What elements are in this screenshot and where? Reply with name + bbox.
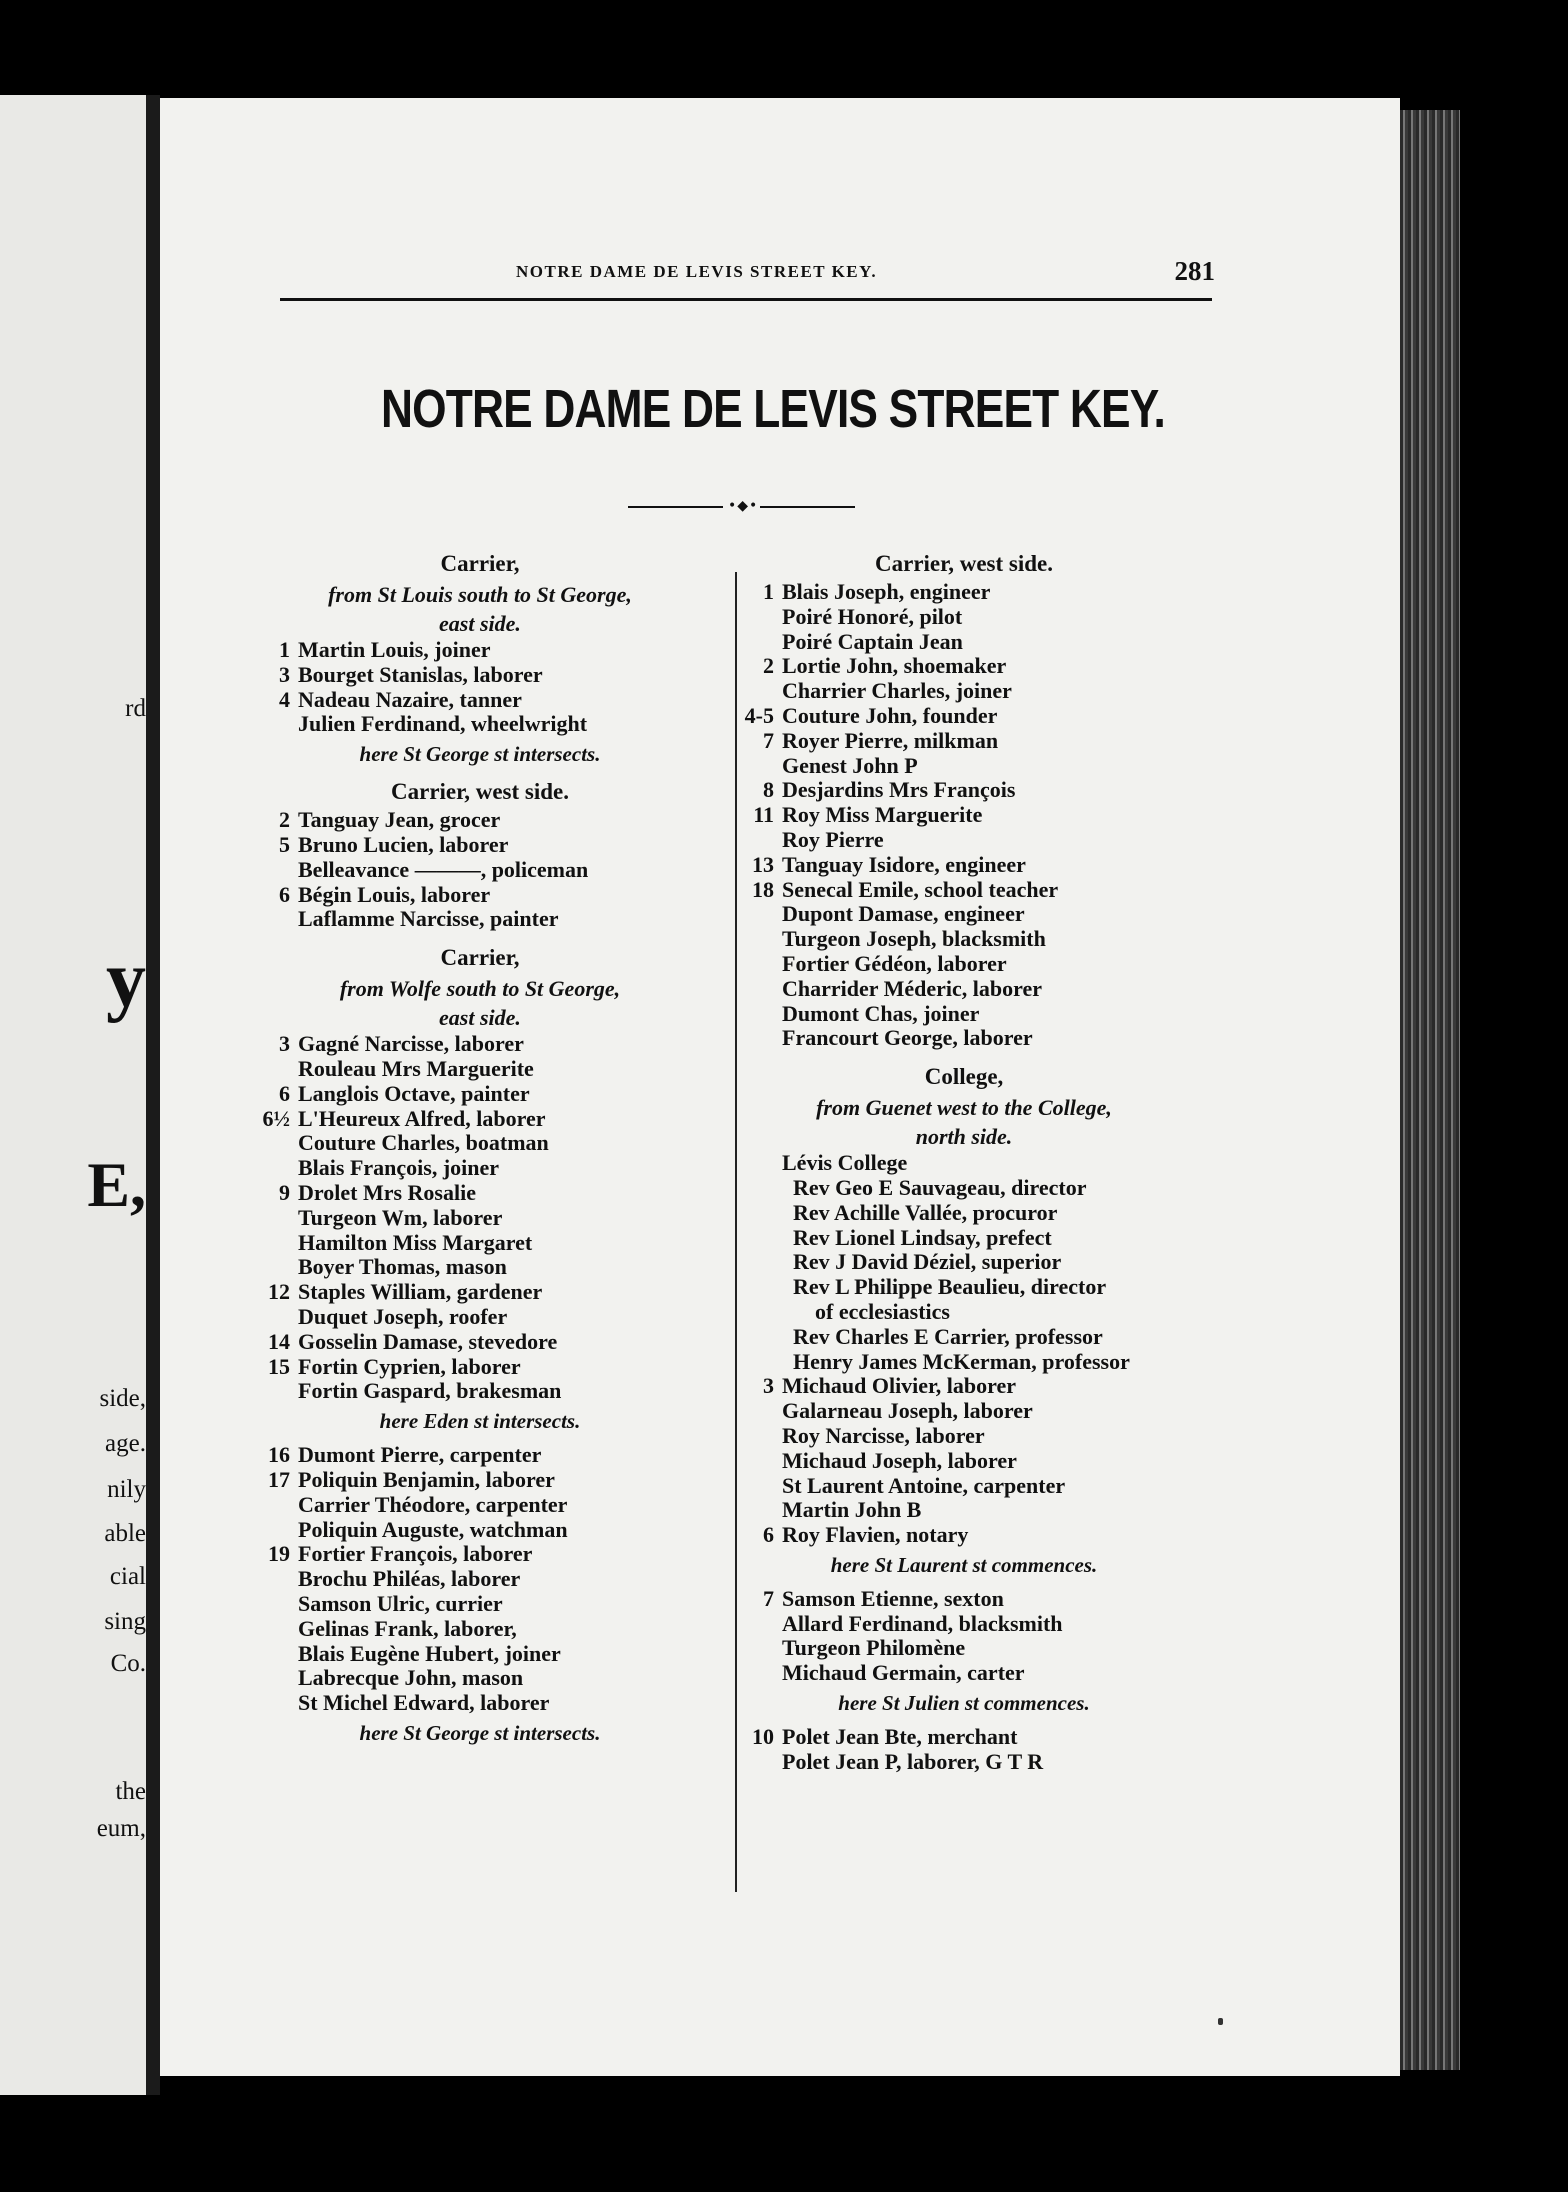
resident-entry: Fortin Cyprien, laborer — [298, 1353, 521, 1379]
directory-entry — [260, 833, 700, 858]
directory-entry — [260, 1131, 700, 1156]
house-number: 14 — [268, 1328, 290, 1354]
directory-entry — [744, 1201, 1184, 1226]
resident-entry: Tanguay Jean, grocer — [298, 807, 501, 833]
house-number: 2 — [763, 653, 774, 679]
resident-entry: Charrier Charles, joiner — [782, 678, 1012, 704]
directory-entry — [744, 580, 1184, 605]
directory-entry — [744, 1750, 1184, 1775]
directory-entry — [744, 977, 1184, 1002]
house-number: 4 — [279, 686, 290, 712]
house-number — [744, 754, 782, 779]
facing-page-fragment: side, — [99, 1385, 146, 1412]
house-number — [744, 1474, 782, 1499]
page-edges — [1400, 110, 1460, 2070]
house-number — [744, 679, 782, 704]
directory-entry — [744, 1002, 1184, 1027]
directory-entry — [744, 1725, 1184, 1750]
house-number — [744, 1226, 782, 1251]
directory-entry — [260, 1082, 700, 1107]
house-number — [744, 828, 782, 853]
directory-entry — [744, 1523, 1184, 1548]
house-number — [744, 1300, 782, 1325]
house-number: 10 — [752, 1724, 774, 1750]
resident-entry: Turgeon Wm, laborer — [298, 1204, 503, 1230]
directory-entry — [744, 605, 1184, 630]
directory-entry — [744, 1176, 1184, 1201]
house-number — [744, 902, 782, 927]
house-number — [260, 1493, 298, 1518]
resident-entry: Genest John P — [782, 752, 918, 778]
resident-entry: Allard Ferdinand, blacksmith — [782, 1610, 1063, 1636]
directory-entry — [744, 1151, 1184, 1176]
facing-page-fragment: nily — [107, 1476, 146, 1503]
street-heading: College, — [924, 1064, 1004, 1090]
house-number — [260, 1057, 298, 1082]
directory-entry — [260, 1255, 700, 1280]
resident-entry: Gelinas Frank, laborer, — [298, 1615, 517, 1641]
directory-entry — [744, 1498, 1184, 1523]
left-column — [260, 548, 700, 1755]
directory-entry — [260, 1666, 700, 1691]
directory-entry — [260, 1518, 700, 1543]
resident-entry: Gosselin Damase, stevedore — [298, 1328, 558, 1354]
directory-entry — [260, 1567, 700, 1592]
street-heading: Carrier, — [440, 551, 520, 576]
directory-entry — [744, 1587, 1184, 1612]
page-gutter — [146, 95, 160, 2095]
directory-entry — [260, 1057, 700, 1082]
resident-entry: Turgeon Philomène — [782, 1635, 966, 1661]
house-number — [744, 1350, 782, 1375]
directory-entry — [260, 688, 700, 713]
header-rule — [280, 298, 1212, 301]
house-number — [744, 977, 782, 1002]
house-number: 11 — [753, 802, 774, 828]
house-number: 6½ — [262, 1105, 290, 1131]
resident-entry: Rouleau Mrs Marguerite — [298, 1055, 534, 1081]
directory-entry — [260, 1468, 700, 1493]
directory-entry — [744, 853, 1184, 878]
directory-entry — [260, 1181, 700, 1206]
house-number — [744, 1750, 782, 1775]
resident-entry: Couture John, founder — [782, 702, 998, 728]
directory-entry — [744, 778, 1184, 803]
resident-entry: Poliquin Benjamin, laborer — [298, 1466, 555, 1492]
resident-entry: Rev Charles E Carrier, professor — [782, 1323, 1103, 1349]
directory-entry — [744, 654, 1184, 679]
resident-entry: Royer Pierre, milkman — [782, 727, 999, 753]
house-number — [260, 1592, 298, 1617]
house-number — [260, 1691, 298, 1716]
resident-entry: of ecclesiastics — [782, 1298, 950, 1324]
resident-entry: Drolet Mrs Rosalie — [298, 1179, 476, 1205]
house-number: 1 — [279, 637, 290, 662]
resident-entry: Tanguay Isidore, engineer — [782, 851, 1026, 877]
directory-entry — [744, 952, 1184, 977]
directory-entry — [260, 1305, 700, 1330]
house-number — [260, 1617, 298, 1642]
house-number: 3 — [279, 1031, 290, 1057]
house-number — [744, 630, 782, 655]
house-number: 2 — [279, 807, 290, 833]
house-number: 12 — [268, 1279, 290, 1305]
house-number — [260, 1666, 298, 1691]
resident-entry: Bégin Louis, laborer — [298, 881, 491, 907]
resident-entry: Julien Ferdinand, wheelwright — [298, 711, 588, 737]
directory-entry — [744, 1612, 1184, 1637]
resident-entry: St Michel Edward, laborer — [298, 1690, 550, 1716]
directory-entry — [260, 1691, 700, 1716]
house-number — [744, 1026, 782, 1051]
house-number — [260, 1379, 298, 1404]
resident-entry: Michaud Olivier, laborer — [782, 1373, 1017, 1399]
house-number: 13 — [752, 851, 774, 877]
house-number — [744, 952, 782, 977]
directory-entry — [744, 1350, 1184, 1375]
resident-entry: Roy Miss Marguerite — [782, 802, 983, 828]
directory-entry — [260, 1330, 700, 1355]
resident-entry: L'Heureux Alfred, laborer — [298, 1105, 546, 1131]
resident-entry: Lévis College — [782, 1150, 908, 1176]
directory-entry — [260, 1280, 700, 1305]
directory-entry — [260, 1493, 700, 1518]
house-number: 19 — [268, 1541, 290, 1567]
house-number: 4-5 — [744, 702, 774, 728]
directory-entry — [744, 927, 1184, 952]
facing-page-fragment: age. — [105, 1430, 146, 1457]
resident-entry: Couture Charles, boatman — [298, 1130, 549, 1156]
directory-entry — [260, 883, 700, 908]
house-number — [260, 1131, 298, 1156]
resident-entry: Turgeon Joseph, blacksmith — [782, 926, 1046, 952]
resident-entry: Blais Eugène Hubert, joiner — [298, 1640, 561, 1666]
directory-entry — [260, 1156, 700, 1181]
resident-entry: Bourget Stanislas, laborer — [298, 661, 543, 687]
house-number — [744, 1449, 782, 1474]
house-number — [744, 1399, 782, 1424]
resident-entry: Roy Flavien, notary — [782, 1522, 969, 1548]
resident-entry: Martin Louis, joiner — [298, 637, 491, 662]
directory-entry — [744, 1374, 1184, 1399]
directory-entry — [744, 902, 1184, 927]
house-number — [260, 1255, 298, 1280]
intersection-note: here St George st intersects. — [359, 1720, 601, 1745]
resident-entry: Polet Jean P, laborer, G T R — [782, 1748, 1044, 1774]
house-number — [744, 927, 782, 952]
house-number — [260, 1156, 298, 1181]
directory-entry — [744, 1424, 1184, 1449]
spacer — [744, 1051, 1184, 1061]
house-number — [744, 1325, 782, 1350]
directory-entry — [744, 630, 1184, 655]
house-number — [260, 1231, 298, 1256]
resident-entry: Poiré Captain Jean — [782, 628, 963, 654]
running-title: NOTRE DAME DE LEVIS STREET KEY. — [516, 262, 878, 281]
street-heading: Carrier, west side. — [875, 551, 1053, 576]
directory-entry — [744, 1449, 1184, 1474]
resident-entry: Staples William, gardener — [298, 1279, 543, 1305]
title-ornament: •◆• — [628, 500, 858, 514]
directory-entry — [260, 1206, 700, 1231]
directory-entry — [744, 1250, 1184, 1275]
directory-entry — [744, 1636, 1184, 1661]
house-number — [744, 1636, 782, 1661]
street-subheading: from Guenet west to the College, — [816, 1095, 1112, 1121]
page-title: NOTRE DAME DE LEVIS STREET KEY. — [381, 379, 1166, 439]
directory-entry — [744, 1026, 1184, 1051]
resident-entry: Michaud Germain, carter — [782, 1660, 1025, 1686]
resident-entry: Blais François, joiner — [298, 1155, 500, 1181]
resident-entry: Langlois Octave, painter — [298, 1080, 530, 1106]
directory-entry — [260, 1443, 700, 1468]
right-column — [744, 548, 1184, 1775]
facing-page-fragment: able — [104, 1520, 146, 1547]
house-number: 7 — [763, 1585, 774, 1611]
facing-page-fragment: eum, — [96, 1815, 146, 1842]
house-number — [744, 1661, 782, 1686]
facing-page-fragment: sing — [104, 1608, 146, 1635]
intersection-note: here Eden st intersects. — [379, 1409, 581, 1434]
directory-entry — [744, 1325, 1184, 1350]
directory-entry — [260, 1542, 700, 1567]
directory-entry — [260, 1231, 700, 1256]
resident-entry: Boyer Thomas, mason — [298, 1254, 507, 1280]
resident-entry: Duquet Joseph, roofer — [298, 1303, 508, 1329]
directory-entry — [260, 638, 700, 663]
resident-entry: Dumont Chas, joiner — [782, 1000, 980, 1026]
house-number: 6 — [279, 1080, 290, 1106]
resident-entry: Polet Jean Bte, merchant — [782, 1724, 1018, 1750]
directory-entry — [744, 1399, 1184, 1424]
directory-entry — [260, 1617, 700, 1642]
house-number — [744, 1201, 782, 1226]
resident-entry: Rev L Philippe Beaulieu, director — [782, 1274, 1107, 1300]
house-number: 3 — [279, 661, 290, 687]
directory-entry — [744, 1226, 1184, 1251]
resident-entry: Rev Achille Vallée, procuror — [782, 1199, 1058, 1225]
resident-entry: Samson Etienne, sexton — [782, 1585, 1004, 1611]
house-number — [260, 907, 298, 932]
house-number — [744, 1424, 782, 1449]
resident-entry: Gagné Narcisse, laborer — [298, 1031, 524, 1057]
resident-entry: Carrier Théodore, carpenter — [298, 1491, 568, 1517]
street-subheading: north side. — [915, 1124, 1013, 1150]
directory-entry — [744, 803, 1184, 828]
page-number: 281 — [1174, 256, 1215, 286]
street-subheading: from St Louis south to St George, — [328, 582, 632, 607]
directory-entry — [260, 1379, 700, 1404]
resident-entry: Roy Narcisse, laborer — [782, 1422, 985, 1448]
house-number — [260, 858, 298, 883]
house-number: 15 — [268, 1353, 290, 1379]
directory-entry — [744, 704, 1184, 729]
house-number — [260, 1567, 298, 1592]
directory-entry — [260, 663, 700, 688]
house-number: 1 — [763, 579, 774, 604]
resident-entry: Senecal Emile, school teacher — [782, 876, 1059, 902]
directory-entry — [744, 729, 1184, 754]
resident-entry: Michaud Joseph, laborer — [782, 1447, 1017, 1473]
facing-page-fragment: E, — [87, 1149, 146, 1220]
house-number: 5 — [279, 831, 290, 857]
street-subheading: east side. — [439, 611, 521, 636]
house-number: 6 — [763, 1522, 774, 1548]
house-number: 17 — [268, 1466, 290, 1492]
house-number — [744, 605, 782, 630]
house-number: 9 — [279, 1179, 290, 1205]
house-number — [260, 1518, 298, 1543]
resident-entry: Blais Joseph, engineer — [782, 579, 991, 604]
facing-page-fragment: Co. — [110, 1650, 146, 1677]
house-number: 7 — [763, 727, 774, 753]
resident-entry: Galarneau Joseph, laborer — [782, 1398, 1033, 1424]
house-number: 6 — [279, 881, 290, 907]
house-number — [260, 1206, 298, 1231]
street-heading: Carrier, — [440, 945, 520, 971]
directory-entry — [260, 1107, 700, 1132]
intersection-note: here St George st intersects. — [359, 742, 601, 767]
directory-entry — [744, 1661, 1184, 1686]
directory-entry — [260, 1032, 700, 1057]
directory-entry — [260, 858, 700, 883]
scan-mark — [1218, 2018, 1223, 2025]
resident-entry: Labrecque John, mason — [298, 1665, 524, 1691]
resident-entry: Rev Lionel Lindsay, prefect — [782, 1224, 1052, 1250]
house-number — [260, 1305, 298, 1330]
directory-entry — [744, 1474, 1184, 1499]
resident-entry: Rev J David Déziel, superior — [782, 1249, 1062, 1275]
resident-entry: Bruno Lucien, laborer — [298, 831, 509, 857]
column-divider — [735, 572, 737, 1892]
street-subheading: east side. — [439, 1005, 521, 1031]
directory-entry — [260, 1592, 700, 1617]
resident-entry: Martin John B — [782, 1497, 922, 1523]
resident-entry: Dupont Damase, engineer — [782, 901, 1025, 927]
intersection-note: here St Laurent st commences. — [830, 1552, 1098, 1577]
resident-entry: Brochu Philéas, laborer — [298, 1566, 521, 1592]
directory-entry — [260, 1355, 700, 1380]
resident-entry: Fortier François, laborer — [298, 1541, 533, 1567]
resident-entry: Rev Geo E Sauvageau, director — [782, 1174, 1087, 1200]
directory-entry — [744, 878, 1184, 903]
directory-entry — [260, 907, 700, 932]
directory-entry — [744, 754, 1184, 779]
resident-entry: Nadeau Nazaire, tanner — [298, 686, 522, 712]
house-number: 8 — [763, 777, 774, 803]
resident-entry: Belleavance ———, policeman — [298, 856, 589, 882]
directory-entry — [744, 1300, 1184, 1325]
house-number — [744, 1151, 782, 1176]
directory-entry — [744, 828, 1184, 853]
resident-entry: Fortier Gédéon, laborer — [782, 950, 1007, 976]
street-subheading: from Wolfe south to St George, — [339, 976, 621, 1002]
directory-entry — [260, 1642, 700, 1667]
resident-entry: Charrider Méderic, laborer — [782, 975, 1043, 1001]
resident-entry: Laflamme Narcisse, painter — [298, 906, 559, 932]
facing-page-fragment: rd — [125, 695, 146, 722]
resident-entry: Henry James McKerman, professor — [782, 1348, 1130, 1374]
resident-entry: Hamilton Miss Margaret — [298, 1229, 533, 1255]
directory-entry — [744, 679, 1184, 704]
directory-entry — [260, 808, 700, 833]
resident-entry: Desjardins Mrs François — [782, 777, 1016, 803]
directory-entry — [744, 1275, 1184, 1300]
house-number — [260, 1642, 298, 1667]
resident-entry: Poliquin Auguste, watchman — [298, 1516, 568, 1542]
resident-entry: Samson Ulric, currier — [298, 1590, 503, 1616]
spacer — [260, 932, 700, 942]
resident-entry: Roy Pierre — [782, 826, 884, 852]
resident-entry: St Laurent Antoine, carpenter — [782, 1472, 1066, 1498]
facing-page-fragment: cial — [109, 1563, 146, 1590]
facing-page-fragment: y — [106, 936, 146, 1024]
house-number: 18 — [752, 876, 774, 902]
house-number — [744, 1612, 782, 1637]
resident-entry: Poiré Honoré, pilot — [782, 603, 963, 629]
intersection-note: here St Julien st commences. — [838, 1691, 1090, 1716]
house-number — [744, 1275, 782, 1300]
resident-entry: Fortin Gaspard, brakesman — [298, 1378, 562, 1404]
resident-entry: Lortie John, shoemaker — [782, 653, 1007, 679]
house-number — [744, 1498, 782, 1523]
house-number — [744, 1002, 782, 1027]
facing-page-fragment: the — [115, 1778, 146, 1805]
directory-entry — [260, 712, 700, 737]
house-number — [744, 1176, 782, 1201]
house-number: 16 — [268, 1442, 290, 1468]
street-heading: Carrier, west side. — [391, 779, 569, 805]
house-number: 3 — [763, 1373, 774, 1399]
house-number — [744, 1250, 782, 1275]
house-number — [260, 712, 298, 737]
resident-entry: Dumont Pierre, carpenter — [298, 1442, 542, 1468]
resident-entry: Francourt George, laborer — [782, 1025, 1033, 1051]
running-head — [280, 256, 1215, 292]
